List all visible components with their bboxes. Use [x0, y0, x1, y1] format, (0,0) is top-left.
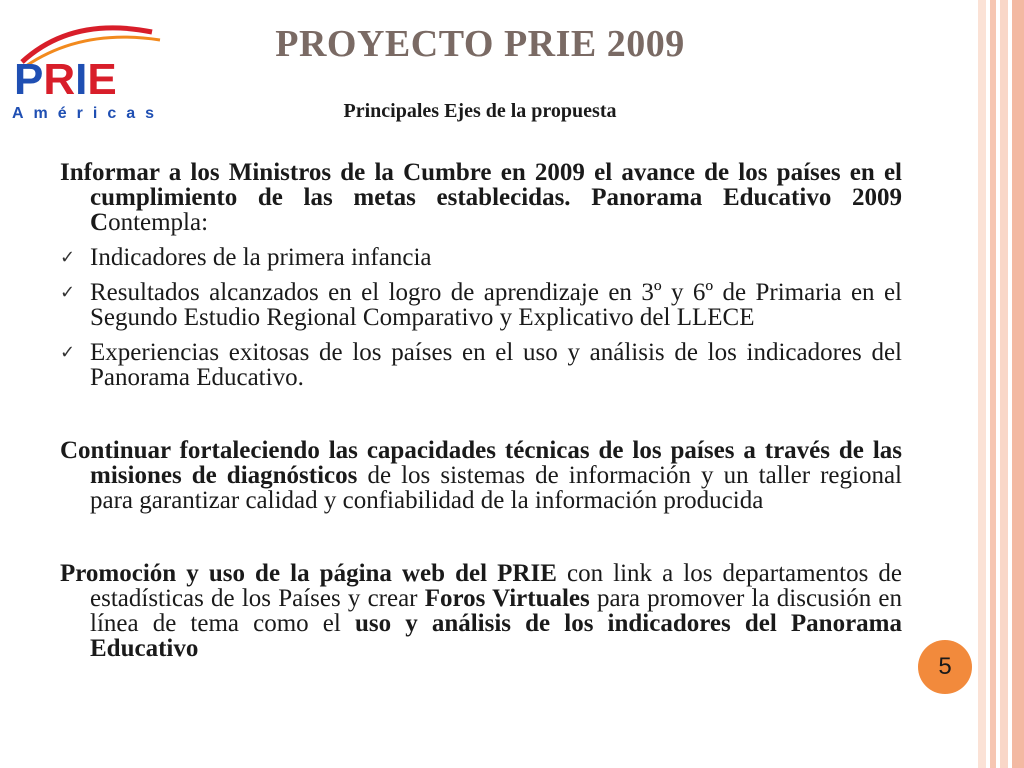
checkmark-icon: ✓ [60, 247, 76, 268]
section-promocion-normal-1: con link a los departamentos de estadísticas de los Países y crear [90, 560, 902, 612]
section-promocion-bold-3: uso y análisis de los indicadores del Panorama Educativo [90, 610, 903, 662]
section-continuar-bold: Continuar fortaleciendo las capacidades técnicas de los países a través de las misiones de diagnósticos [60, 437, 902, 489]
logo-letter-i: I [75, 55, 88, 104]
section-promocion-normal-2: para promover la discusión en línea de tema como el [90, 585, 902, 637]
page-subtitle: Principales Ejes de la propuesta [343, 100, 617, 122]
list-item [60, 280, 902, 330]
decorative-stripes [978, 0, 1024, 768]
stripe [990, 0, 996, 768]
page-number-badge: 5 [918, 640, 972, 694]
section-promocion-bold-1: Promoción y uso de la página web del PRIE [60, 560, 557, 587]
section-promocion-bold-2: Foros Virtuales [424, 585, 590, 612]
title-main: PRIE 2009 [503, 23, 685, 65]
page-title [0, 22, 960, 66]
checkmark-icon: ✓ [60, 282, 76, 303]
logo-letter-p: P [14, 55, 44, 104]
list-item-text: Experiencias exitosas de los países en el uso y análisis de los indicadores del Panorama Educativo. [90, 339, 902, 391]
stripe [978, 0, 986, 768]
title-prefix: PROYECTO [275, 23, 494, 65]
section-informar [60, 160, 902, 235]
section-informar-bold: Informar a los Ministros de la Cumbre en 2009 el avance de los países en el cumplimiento de las metas establecidas. Panorama Educativo 2009 C [60, 159, 902, 236]
checkmark-icon: ✓ [60, 342, 76, 363]
list-item-text: Resultados alcanzados en el logro de aprendizaje en 3º y 6º de Primaria en el Segundo Estudio Regional Comparativo y Explicativo del LLECE [90, 279, 902, 331]
slide-content [60, 160, 902, 661]
section-continuar [60, 438, 902, 513]
logo-letter-e: E [87, 55, 117, 104]
section-informar-normal: ontempla: [108, 209, 209, 236]
section-promocion [60, 561, 902, 661]
logo-letter-r: R [43, 55, 76, 104]
section-continuar-normal: de los sistemas de información y un taller regional para garantizar calidad y confiabilidad de la información producida [90, 462, 902, 514]
stripe [1000, 0, 1008, 768]
stripe [1012, 0, 1024, 768]
list-item [60, 340, 902, 390]
logo-subtitle: Américas [12, 105, 165, 122]
list-item-text: Indicadores de la primera infancia [90, 244, 432, 271]
indicator-list [60, 245, 902, 390]
list-item [60, 245, 902, 270]
